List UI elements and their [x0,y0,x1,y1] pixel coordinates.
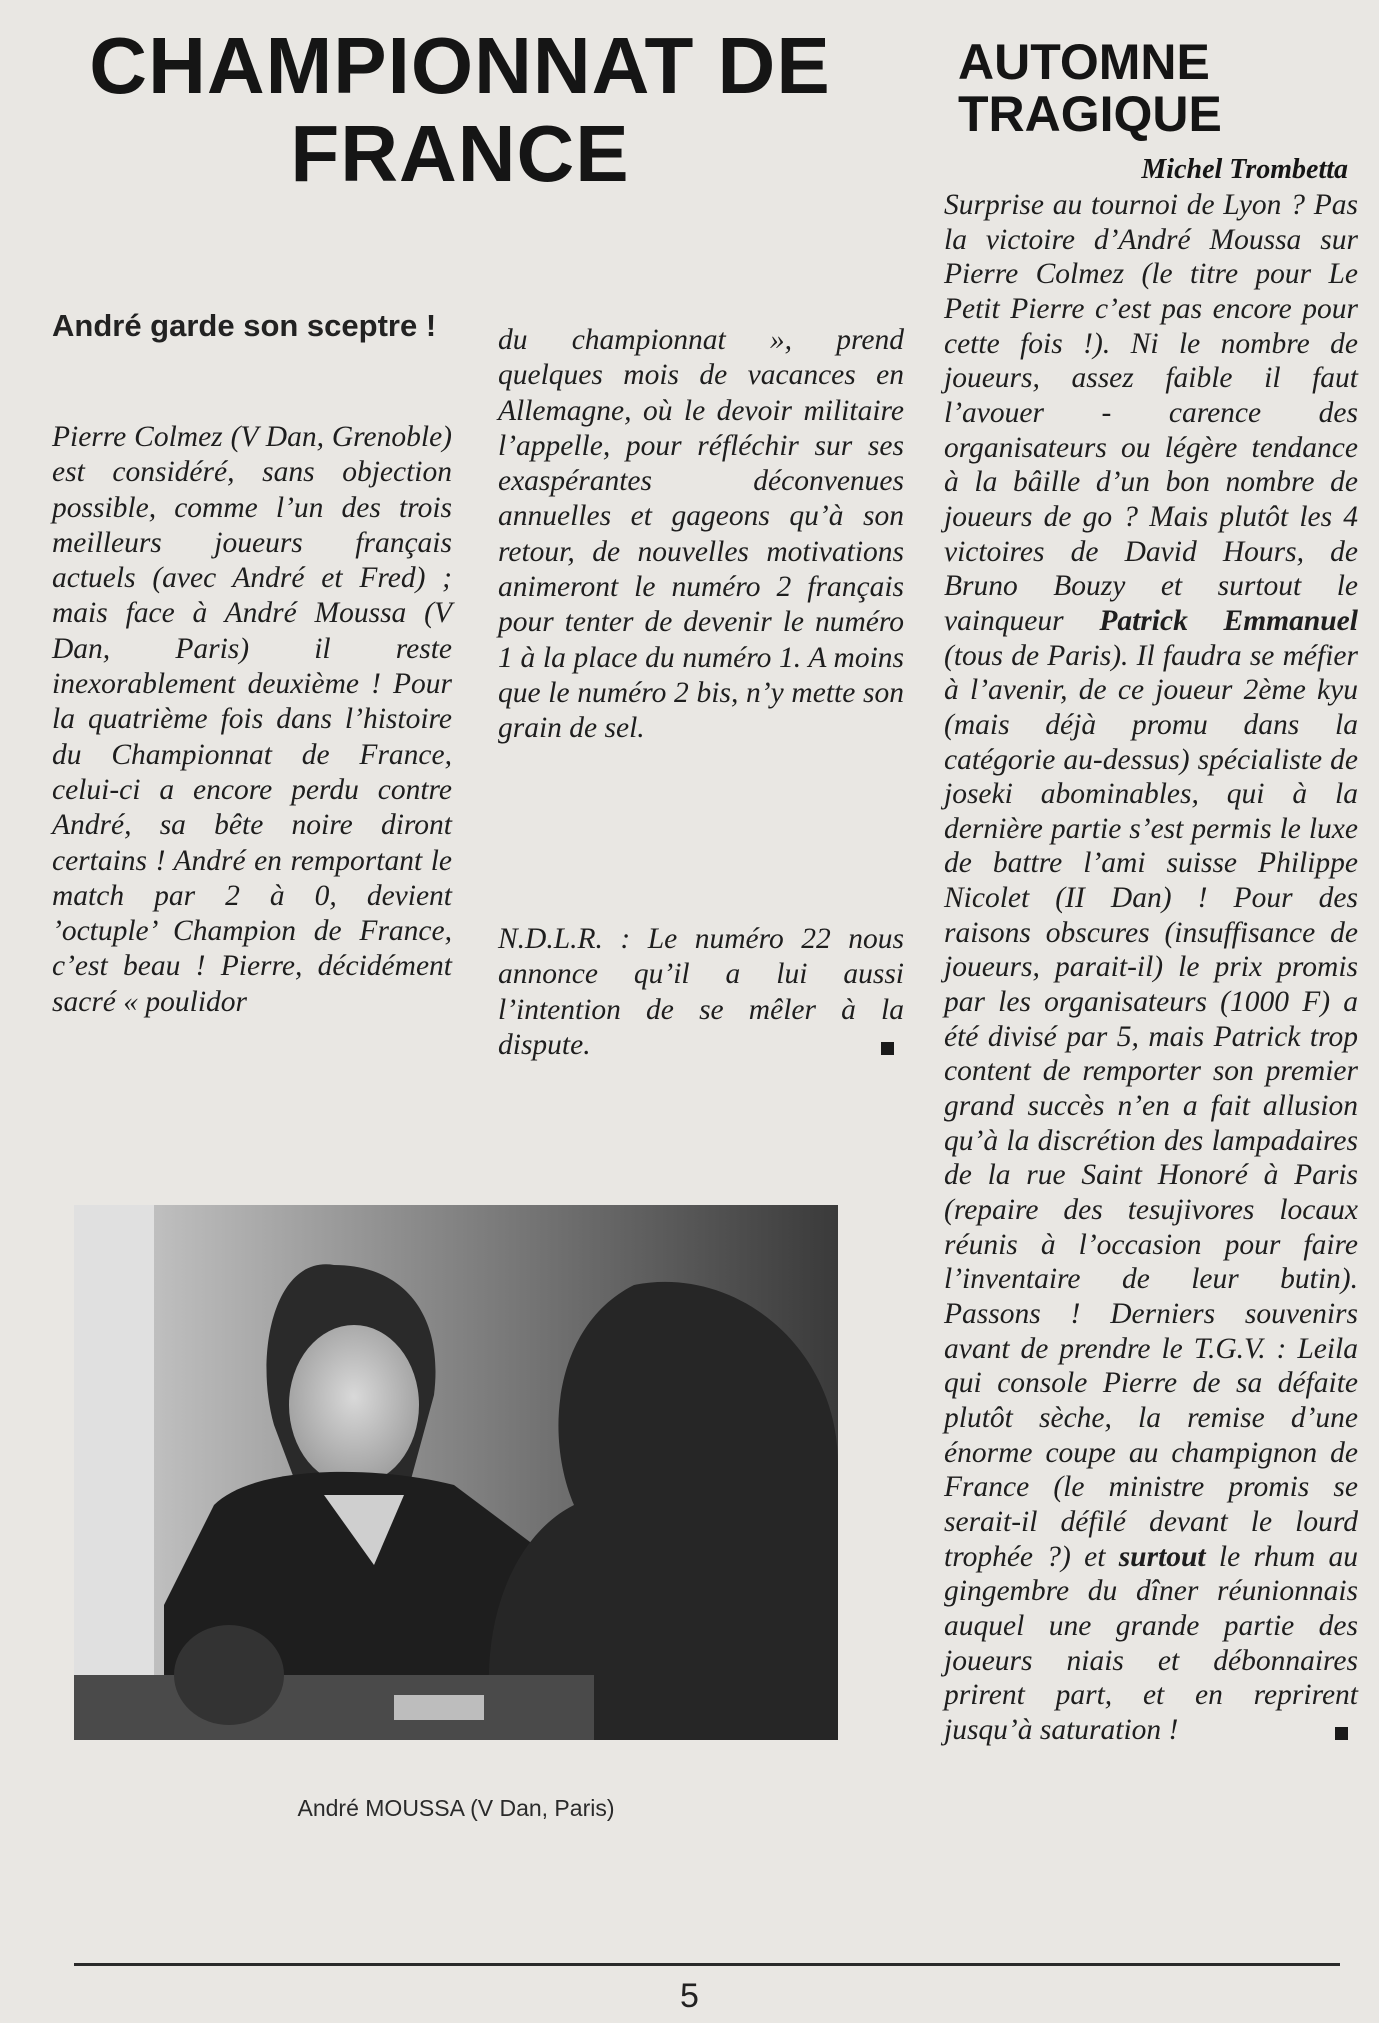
article-subhead: André garde son sceptre ! [52,308,437,343]
footer-rule [74,1963,1340,1966]
photo-caption: André MOUSSA (V Dan, Paris) [297,1795,615,1821]
sidebar-text [944,188,1358,1748]
article-column-2: du championnat », prend quelques mois de vacances en Allemagne, où le devoir militaire l’appelle, pour réfléchir sur ses exaspérantes déconvenues annuelles et gageons qu’à son retour, de nouvelles motivations animeront le numéro 2 français pour tenter de devenir le numéro 1 à la place du numéro 1. A moins que le numéro 2 bis, n’y mette son grain de sel. [498,324,904,745]
sidebar-bold-name: Patrick Emmanuel [1099,604,1358,637]
editor-note [498,922,904,1063]
article-column-1: Pierre Colmez (V Dan, Grenoble) est considéré, sans objection possible, comme l’un des trois meilleurs joueurs français actuels (avec André et Fred) ; mais face à André Moussa (V Dan, Paris) il reste inexorablement deuxième ! Pour la quatrième fois dans l’histoire du Championnat de France, celui-ci a encore perdu contre André, sa bête noire diront certains ! André en remportant le match par 2 à 0, devient ’octuple’ Champion de France, c’est beau ! Pierre, décidément sacré « poulidor [52,421,452,1018]
sidebar-title-line1: AUTOMNE [958,34,1210,90]
sidebar-text-b: (tous de Paris). Il faudra se méfier à l’avenir, de ce joueur 2ème kyu (mais déjà promu dans la catégorie au-dessus) spécialiste de joseki abominables, qui à la dernière partie s’est permis le luxe de battre l’ami suisse Philippe Nicolet (II Dan) ! Pour des raisons obscures (insuffisance de joueurs, parait-il) le prix promis par les organisateurs (1000 F) a été divisé par 5, mais Patrick trop content de remporter son premier grand succès n’en a fait allusion qu’à la discrétion des lampadaires de la rue Saint Honoré à Paris (repaire des tesujivores locaux réunis à l’occasion pour faire l’inventaire de leur butin). Passons ! Derniers souvenirs avant de prendre le T.G.V. : Leila qui console Pierre de sa défaite plutôt sèche, la remise d’une énorme coupe au champignon de France (le ministre promis se serait-il défilé devant le lourd trophée ?) et [944,639,1358,1573]
player-photo-image [74,1205,838,1740]
sidebar-text-c: le rhum au gingembre du dîner réunionnais auquel une grande partie des joueurs niais et débonnaires prirent part, et en reprirent jusqu’à saturation ! [944,1540,1358,1746]
end-mark-icon [881,1042,894,1055]
sidebar-text-a: Surprise au tournoi de Lyon ? Pas la victoire d’André Moussa sur Pierre Colmez (le titre pour Le Petit Pierre c’est pas encore pour cette fois !). Ni le nombre de joueurs, assez faible il faut l’avouer - carence des organisateurs ou légère tendance à la bâille d’un bon nombre de joueurs de go ? Mais plutôt les 4 victoires de David Hours, de Bruno Bouzy et surtout le vainqueur [944,189,1358,637]
page-number: 5 [680,1977,699,2015]
sidebar-title [958,36,1358,140]
editor-note-text: N.D.L.R. : Le numéro 22 nous annonce qu’il a lui aussi l’intention de se mêler à la dispute. [498,923,904,1061]
sidebar-bold-word: surtout [1118,1540,1206,1573]
end-mark-icon [1335,1727,1348,1740]
sidebar-title-line2: TRAGIQUE [958,86,1222,142]
player-photo [74,1205,838,1740]
byline: Michel Trombetta [1141,154,1348,185]
headline: CHAMPIONNAT DE FRANCE [89,21,831,198]
